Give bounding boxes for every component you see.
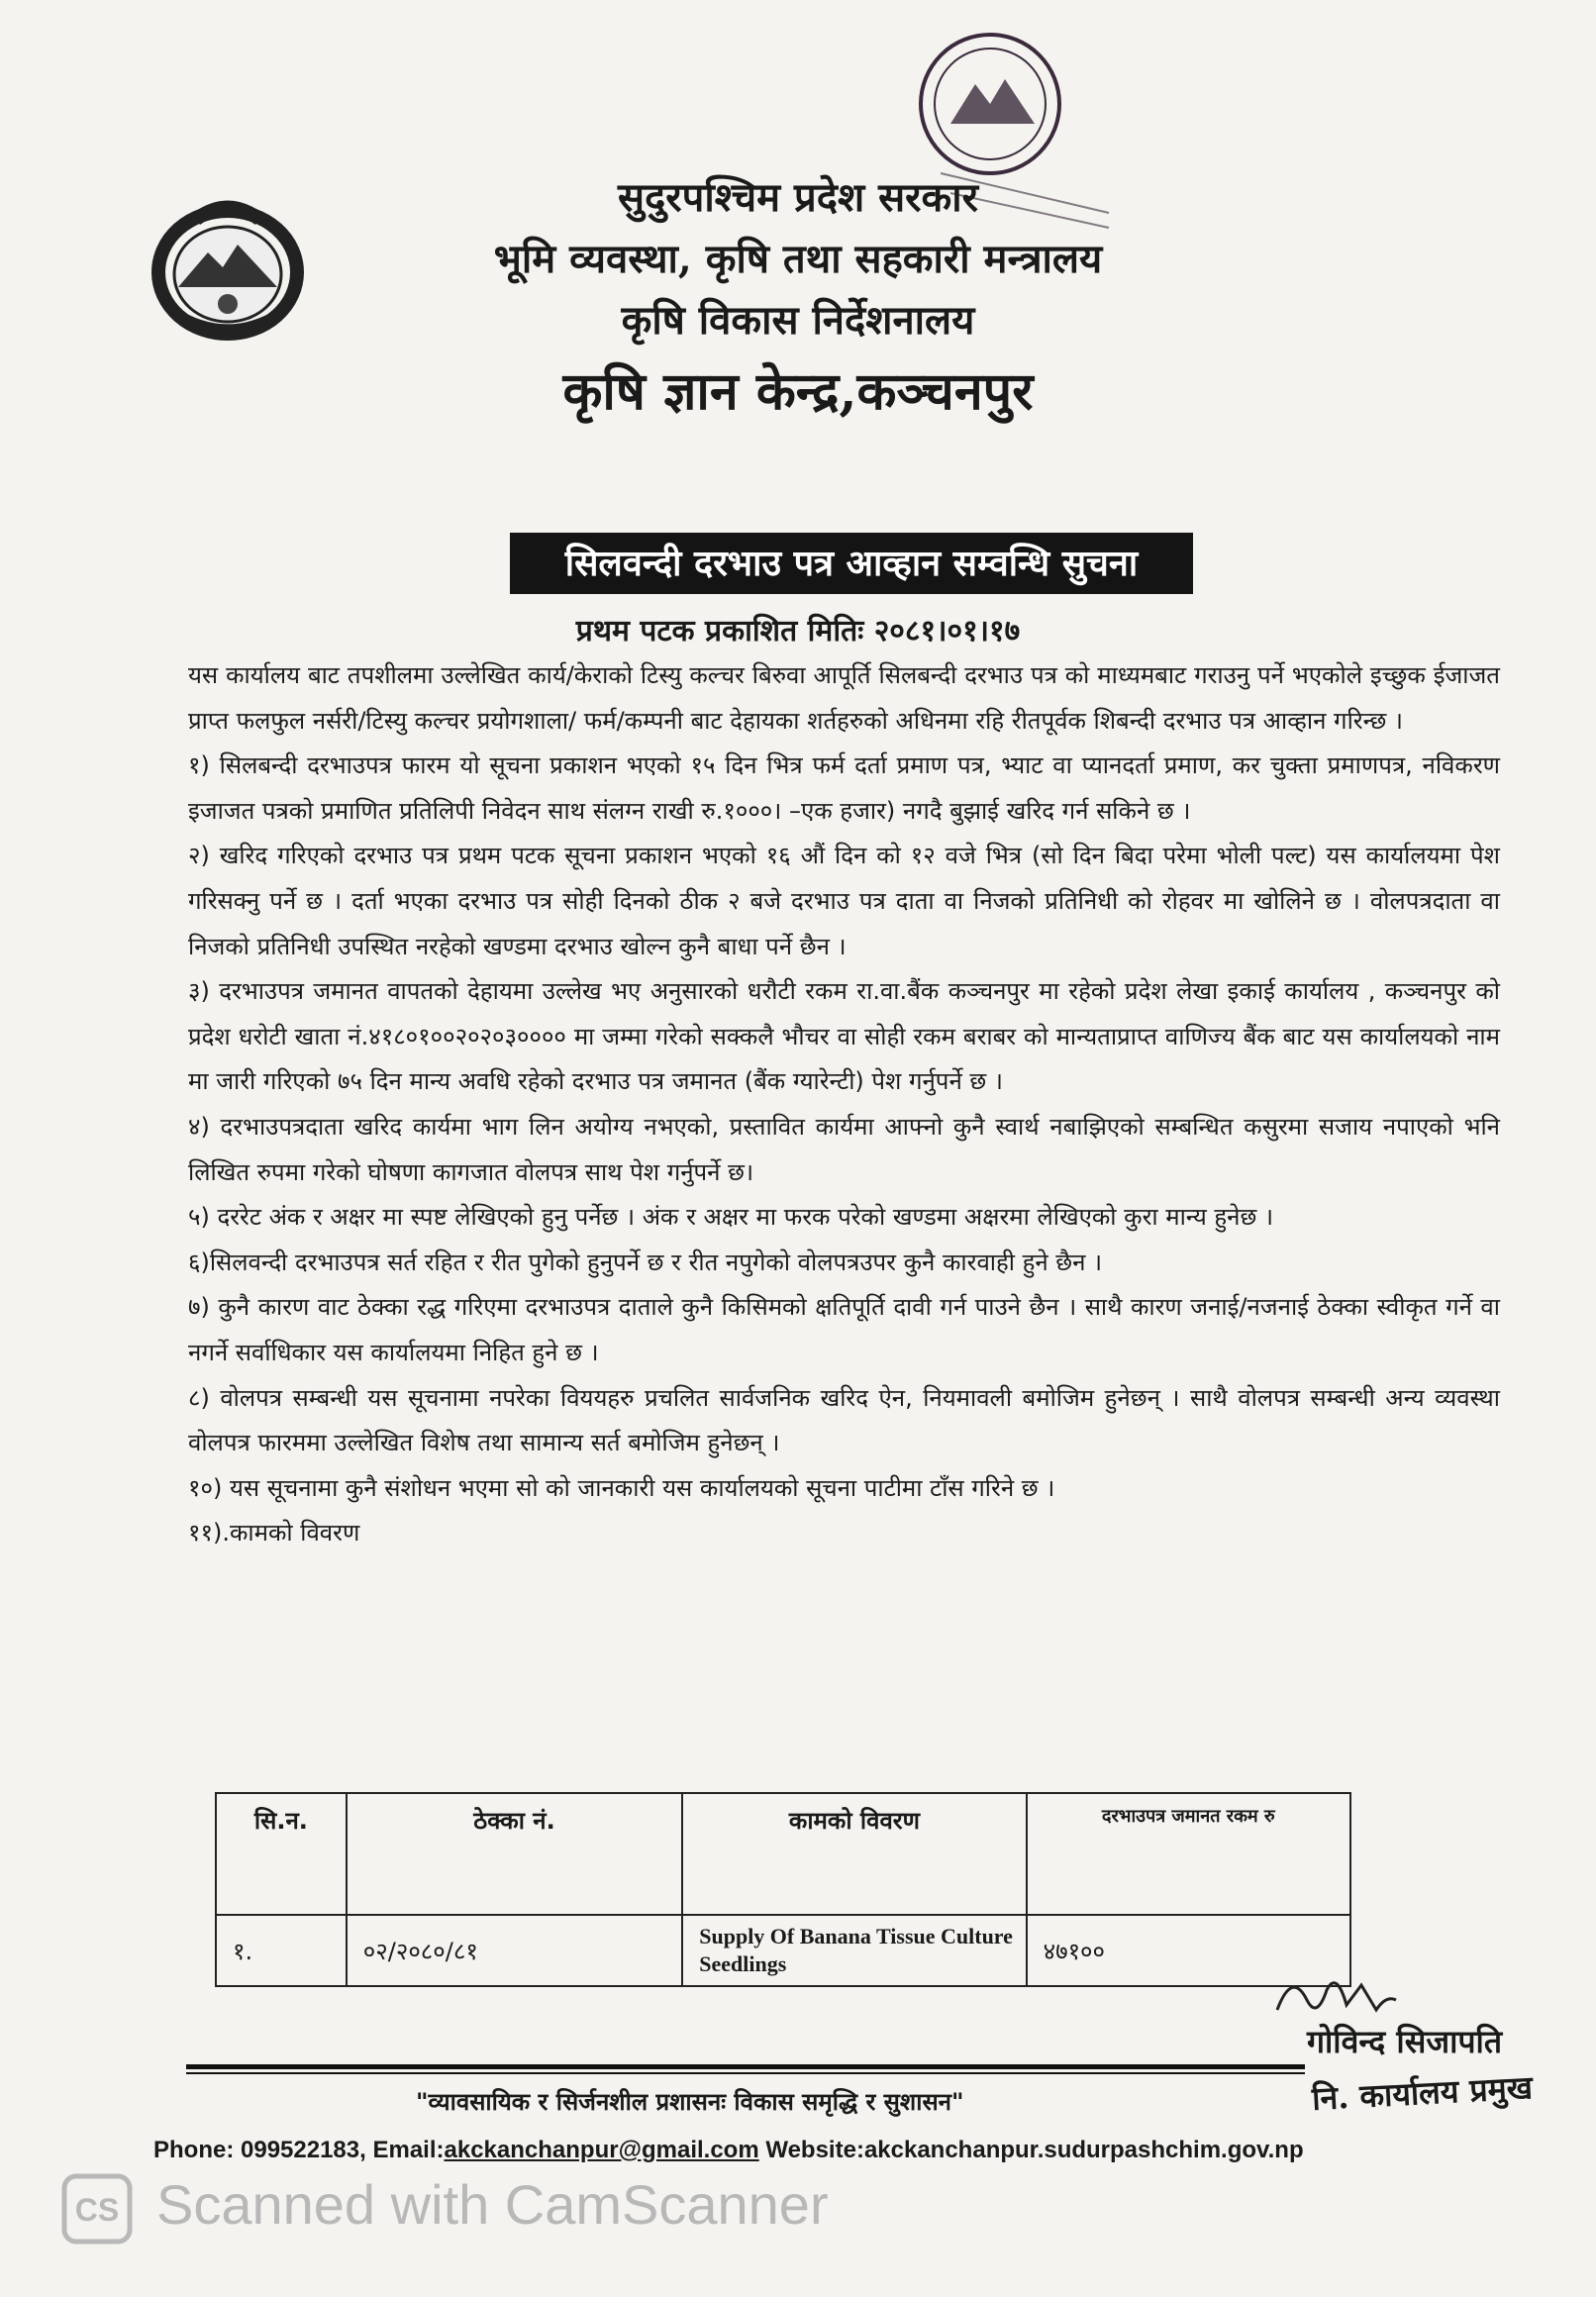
signature-icon <box>1267 1965 1406 2025</box>
camscanner-logo-text: CS <box>74 2192 120 2228</box>
clause-10: १०) यस सूचनामा कुनै संशोधन भएमा सो को जानकारी यस कार्यालयको सूचना पाटीमा टाँस गरिने छ । <box>188 1473 1055 1502</box>
clause-1: १) सिलबन्दी दरभाउपत्र फारम यो सूचना प्रकाशन भएको १५ दिन भित्र फर्म दर्ता प्रमाण पत्र, भ्याट वा प्यानदर्ता प्रमाण, कर चुक्ता प्रमाणपत्र, नविकरण इजाजत पत्रको प्रमाणित प्रतिलिपी निवेदन साथ संलग्न राखी रु.१०००। –एक हजार) नगदै बुझाई खरिद गर्न सकिने छ । <box>188 751 1500 825</box>
table-header-sn: सि.न. <box>216 1793 347 1915</box>
work-details-table <box>215 1792 1351 1987</box>
header-directorate: कृषि विकास निर्देशनालय <box>621 297 975 344</box>
officer-title: नि. कार्यालय प्रमुख <box>1311 2068 1534 2118</box>
clause-5: ५) दररेट अंक र अक्षर मा स्पष्ट लेखिएको हुनु पर्नेछ । अंक र अक्षर मा फरक परेको खण्डमा अक्षरमा लेखिएको कुरा मान्य हुनेछ । <box>188 1203 1274 1232</box>
office-slogan: "व्यावसायिक र सिर्जनशील प्रशासनः विकास समृद्धि र सुशासन" <box>416 2088 964 2116</box>
publish-date: प्रथम पटक प्रकाशित मितिः २०८१।०१।१७ <box>575 614 1021 649</box>
clause-6: ६)सिलवन्दी दरभाउपत्र सर्त रहित र रीत पुगेको हुनुपर्ने छ र रीत नपुगेको वोलपत्रउपर कुनै कारवाही हुने छैन । <box>188 1248 1103 1276</box>
clause-8: ८) वोलपत्र सम्बन्धी यस सूचनामा नपरेका विययहरु प्रचलित सार्वजनिक खरिद ऐन, नियमावली बमोजिम हुनेछन् । साथै वोलपत्र सम्बन्धी अन्य व्यवस्था वोलपत्र फारममा उल्लेखित विशेष तथा सामान्य सर्त बमोजिम हुनेछन् । <box>188 1383 1500 1457</box>
footer-divider <box>186 2064 1305 2069</box>
website-label: Website: <box>758 2137 864 2163</box>
clause-11: ११).कामको विवरण <box>188 1519 360 1548</box>
footer-divider-thin <box>186 2072 1305 2074</box>
table-cell-sn: १. <box>216 1915 347 1986</box>
camscanner-watermark: Scanned with CamScanner <box>156 2173 829 2236</box>
camscanner-logo-icon <box>61 2173 133 2245</box>
officer-name: गोविन्द सिजापति <box>1307 2023 1503 2060</box>
phone-number: 099522183 <box>241 2137 360 2163</box>
table-header-row <box>216 1793 1350 1915</box>
table-header-bid-security: दरभाउपत्र जमानत रकम रु <box>1027 1793 1350 1915</box>
table-row <box>216 1915 1350 1986</box>
clause-2: २) खरिद गरिएको दरभाउ पत्र प्रथम पटक सूचना प्रकाशन भएको १६ औं दिन को १२ वजे भित्र (सो दिन बिदा परेमा भोली पल्ट) यस कार्यालयमा पेश गरिसक्नु पर्ने छ । दर्ता भएका दरभाउ पत्र सोही दिनको ठीक २ बजे दरभाउ पत्र दाता वा निजको प्रतिनिधी को रोहवर मा खोलिने छ । वोलपत्रदाता वा निजको प्रतिनिधी उपस्थित नरहेको खण्डमा दरभाउ खोल्न कुनै बाधा पर्ने छैन । <box>188 842 1500 960</box>
clause-7: ७) कुनै कारण वाट ठेक्का रद्ध गरिएमा दरभाउपत्र दाताले कुनै किसिमको क्षतिपूर्ति दावी गर्न पाउने छैन । साथै कारण जनाई/नजनाई ठेक्का स्वीकृत गर्ने वा नगर्ने सर्वाधिकार यस कार्यालयमा निहित हुने छ । <box>188 1293 1500 1366</box>
header-ministry: भूमि व्यवस्था, कृषि तथा सहकारी मन्त्रालय <box>493 236 1103 282</box>
notice-body <box>188 653 1500 1556</box>
table-cell-bid-security: ४७१०० <box>1027 1915 1350 1986</box>
notice-title: सिलवन्दी दरभाउ पत्र आव्हान सम्वन्धि सुचना <box>510 533 1193 594</box>
email-link[interactable]: akckanchanpur@gmail.com <box>444 2137 759 2163</box>
table-header-work-description: कामको विवरण <box>682 1793 1026 1915</box>
email-label: , Email: <box>359 2137 445 2163</box>
contact-footer <box>153 2137 1304 2164</box>
website-link[interactable]: akckanchanpur.sudurpashchim.gov.np <box>863 2137 1304 2163</box>
table-header-contract-no: ठेक्का नं. <box>347 1793 682 1915</box>
table-cell-work-description: Supply Of Banana Tissue Culture Seedlings <box>682 1915 1026 1986</box>
notice-intro: यस कार्यालय बाट तपशीलमा उल्लेखित कार्य/केराको टिस्यु कल्चर बिरुवा आपूर्ति सिलबन्दी दरभाउ पत्र को माध्यमबाट गराउनु पर्ने भएकोले इच्छुक ईजाजत प्राप्त फलफुल नर्सरी/टिस्यु कल्चर प्रयोगशाला/ फर्म/कम्पनी बाट देहायका शर्तहरुको अधिनमा रहि रीतपूर्वक शिबन्दी दरभाउ पत्र आव्हान गरिन्छ । <box>188 661 1500 735</box>
phone-label: Phone: <box>153 2137 241 2163</box>
clause-4: ४) दरभाउपत्रदाता खरिद कार्यमा भाग लिन अयोग्य नभएको, प्रस्तावित कार्यमा आफ्नो कुनै स्वार्थ नबाझिएको सम्बन्धित कसुरमा सजाय नपाएको भनि लिखित रुपमा गरेको घोषणा कागजात वोलपत्र साथ पेश गर्नुपर्ने छ। <box>188 1112 1500 1186</box>
header-province: सुदुरपश्चिम प्रदेश सरकार <box>618 174 978 221</box>
table-cell-contract-no: ०२/२०८०/८१ <box>347 1915 682 1986</box>
clause-3: ३) दरभाउपत्र जमानत वापतको देहायमा उल्लेख भए अनुसारको धरौटी रकम रा.वा.बैंक कञ्चनपुर मा रहेको प्रदेश लेखा इकाई कार्यालय , कञ्चनपुर को प्रदेश धरोटी खाता नं.४१८०१००२०२०३०००० मा जम्मा गरेको सक्कलै भौचर वा सोही रकम बराबर को मान्यताप्राप्त वाणिज्य बैंक बाट यस कार्यालयको नाम मा जारी गरिएको ७५ दिन मान्य अवधि रहेको दरभाउ पत्र जमानत (बैंक ग्यारेन्टी) पेश गर्नुपर्ने छ । <box>188 977 1500 1096</box>
header-office-name: कृषि ज्ञान केन्द्र,कञ्चनपुर <box>562 361 1034 422</box>
